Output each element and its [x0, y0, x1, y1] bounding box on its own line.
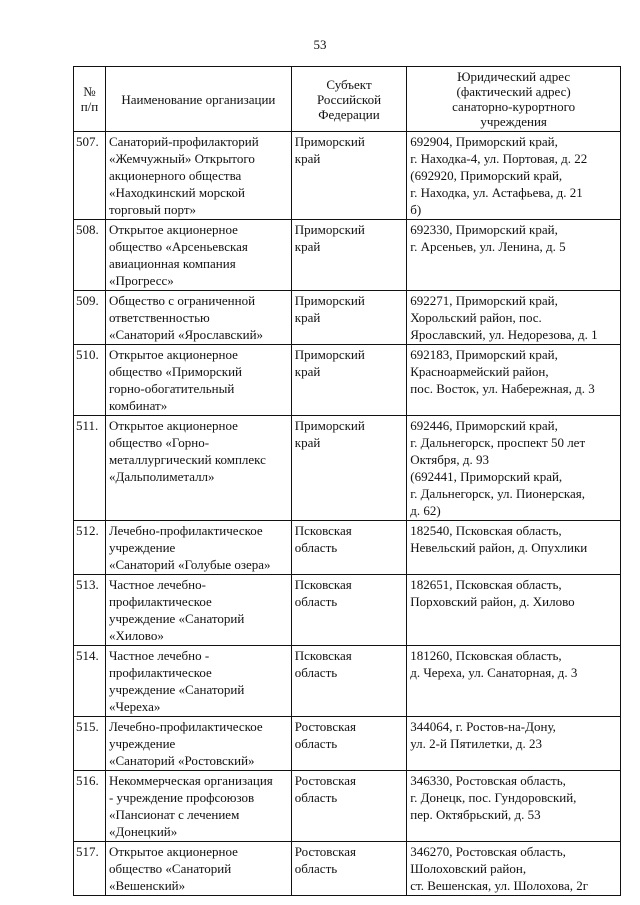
legal-address [407, 717, 621, 771]
legal-address [407, 575, 621, 646]
text-line: Наименование организации [121, 91, 276, 107]
region-name [291, 771, 406, 842]
legal-address [407, 842, 621, 896]
text-line: Приморский [294, 293, 365, 308]
table-row [74, 771, 621, 842]
text-line: область [294, 790, 338, 805]
header-num [74, 67, 106, 132]
text-line: комбинат» [108, 398, 168, 413]
text-line: область [294, 861, 338, 876]
text-line: общество «Арсеньевская [108, 239, 248, 254]
organization-name [105, 717, 291, 771]
text-line: д. Череха, ул. Санаторная, д. 3 [410, 665, 578, 680]
row-number: 512. [74, 521, 106, 575]
text-line: учреждение «Санаторий [108, 611, 245, 626]
table-row [74, 575, 621, 646]
text-line: 692330, Приморский край, [410, 222, 558, 237]
text-line: область [294, 594, 338, 609]
table-row [74, 646, 621, 717]
organization-name [105, 646, 291, 717]
text-line: «Санаторий «Ярославский» [108, 327, 264, 342]
text-line: 692904, Приморский край, [410, 134, 558, 149]
table-row [74, 220, 621, 291]
text-line: (692920, Приморский край, [410, 168, 563, 183]
header-name [105, 67, 291, 132]
row-number: 513. [74, 575, 106, 646]
text-line: г. Находка-4, ул. Портовая, д. 22 [410, 151, 588, 166]
text-line: г. Донецк, пос. Гундоровский, [410, 790, 577, 805]
text-line: пос. Восток, ул. Набережная, д. 3 [410, 381, 595, 396]
organization-name [105, 345, 291, 416]
text-line: Красноармейский район, [410, 364, 549, 379]
text-line: край [294, 239, 321, 254]
legal-address [407, 646, 621, 717]
region-name [291, 345, 406, 416]
text-line: Шолоховский район, [410, 861, 527, 876]
text-line: Санаторий-профилакторий [108, 134, 259, 149]
text-line: Открытое акционерное [108, 347, 238, 362]
text-line: ст. Вешенская, ул. Шолохова, 2г [410, 878, 589, 893]
text-line: 692183, Приморский край, [410, 347, 558, 362]
text-line: Лечебно-профилактическое [108, 719, 263, 734]
text-line: область [294, 736, 338, 751]
row-number: 514. [74, 646, 106, 717]
text-line: край [294, 364, 321, 379]
text-line: «Дальполиметалл» [108, 469, 215, 484]
text-line: Приморский [294, 418, 365, 433]
text-line: горно-обогатительный [108, 381, 235, 396]
region-name [291, 717, 406, 771]
row-number: 509. [74, 291, 106, 345]
table-row [74, 842, 621, 896]
text-line: Ярославский, ул. Недорезова, д. 1 [410, 327, 598, 342]
text-line: Приморский [294, 134, 365, 149]
table-row [74, 717, 621, 771]
text-line: «Донецкий» [108, 824, 178, 839]
page-number: 53 [313, 37, 327, 52]
text-line: учреждение [108, 736, 176, 751]
legal-address [407, 521, 621, 575]
text-line: г. Арсеньев, ул. Ленина, д. 5 [410, 239, 566, 254]
text-line: г. Находка, ул. Астафьева, д. 21 [410, 185, 583, 200]
text-line: учреждение [108, 540, 176, 555]
row-number: 517. [74, 842, 106, 896]
text-line: «Находкинский морской [108, 185, 245, 200]
text-line: «Санаторий «Ростовский» [108, 753, 255, 768]
text-line: акционерного общества [108, 168, 242, 183]
text-line: Юридический адрес [457, 69, 571, 84]
text-line: край [294, 151, 321, 166]
text-line: д. 62) [410, 503, 441, 518]
row-number: 510. [74, 345, 106, 416]
text-line: Открытое акционерное [108, 844, 238, 859]
text-line: (фактический адрес) [456, 84, 571, 99]
text-line: ул. 2-й Пятилетки, д. 23 [410, 736, 543, 751]
text-line: торговый порт» [108, 202, 197, 217]
text-line: Федерации [318, 106, 380, 122]
legal-address [407, 220, 621, 291]
text-line: Приморский [294, 222, 365, 237]
region-name [291, 132, 406, 220]
text-line: Октября, д. 93 [410, 452, 489, 467]
text-line: г. Дальнегорск, проспект 50 лет [410, 435, 586, 450]
legal-address [407, 132, 621, 220]
text-line: Невельский район, д. Опухлики [410, 540, 588, 555]
legal-address [407, 291, 621, 345]
text-line: Ростовская [294, 844, 356, 859]
organization-name [105, 521, 291, 575]
text-line: Псковская [294, 523, 352, 538]
header-address [407, 67, 621, 132]
text-line: «Санаторий «Голубые озера» [108, 557, 271, 572]
text-line: Псковская [294, 648, 352, 663]
text-line: Ростовская [294, 773, 356, 788]
row-number: 511. [74, 416, 106, 521]
text-line: учреждение «Санаторий [108, 682, 245, 697]
text-line: Частное лечебно- [108, 577, 206, 592]
text-line: профилактическое [108, 665, 212, 680]
text-line: профилактическое [108, 594, 212, 609]
text-line: «Вешенский» [108, 878, 186, 893]
text-line: Общество с ограниченной [108, 293, 256, 308]
text-line: Субъект [326, 76, 372, 92]
text-line: № [83, 84, 96, 99]
text-line: Российской [316, 91, 382, 107]
region-name [291, 416, 406, 521]
organization-name [105, 771, 291, 842]
text-line: п/п [80, 99, 99, 114]
text-line: 346270, Ростовская область, [410, 844, 566, 859]
text-line: Приморский [294, 347, 365, 362]
text-line: металлургический комплекс [108, 452, 266, 467]
organization-name [105, 291, 291, 345]
sanatorium-table [73, 66, 621, 896]
text-line: «Череха» [108, 699, 161, 714]
row-number: 516. [74, 771, 106, 842]
text-line: г. Дальнегорск, ул. Пионерская, [410, 486, 585, 501]
legal-address [407, 771, 621, 842]
text-line: «Хилово» [108, 628, 164, 643]
table-row [74, 416, 621, 521]
region-name [291, 291, 406, 345]
text-line: Хорольский район, пос. [410, 310, 542, 325]
text-line: 346330, Ростовская область, [410, 773, 566, 788]
organization-name [105, 220, 291, 291]
legal-address [407, 416, 621, 521]
text-line: 181260, Псковская область, [410, 648, 562, 663]
table-row [74, 521, 621, 575]
text-line: Ростовская [294, 719, 356, 734]
region-name [291, 521, 406, 575]
text-line: край [294, 310, 321, 325]
text-line: область [294, 540, 338, 555]
region-name [291, 575, 406, 646]
text-line: 692446, Приморский край, [410, 418, 558, 433]
text-line: санаторно-курортного [452, 99, 576, 114]
text-line: Некоммерческая организация [108, 773, 273, 788]
text-line: б) [410, 202, 422, 217]
text-line: «Пансионат с лечением [108, 807, 240, 822]
text-line: «Жемчужный» Открытого [108, 151, 255, 166]
table-row [74, 132, 621, 220]
text-line: Открытое акционерное [108, 222, 238, 237]
organization-name [105, 842, 291, 896]
text-line: ответственностью [108, 310, 210, 325]
organization-name [105, 575, 291, 646]
text-line: (692441, Приморский край, [410, 469, 563, 484]
text-line: общество «Санаторий [108, 861, 232, 876]
text-line: край [294, 435, 321, 450]
text-line: общество «Приморский [108, 364, 242, 379]
text-line: - учреждение профсоюзов [108, 790, 255, 805]
table-header-row [74, 67, 621, 132]
text-line: Открытое акционерное [108, 418, 238, 433]
text-line: область [294, 665, 338, 680]
organization-name [105, 416, 291, 521]
text-line: 692271, Приморский край, [410, 293, 558, 308]
text-line: «Прогресс» [108, 273, 174, 288]
text-line: Частное лечебно - [108, 648, 210, 663]
header-region [291, 67, 406, 132]
region-name [291, 646, 406, 717]
text-line: Псковская [294, 577, 352, 592]
text-line: 344064, г. Ростов-на-Дону, [410, 719, 556, 734]
text-line: учреждения [480, 114, 547, 129]
row-number: 507. [74, 132, 106, 220]
region-name [291, 842, 406, 896]
text-line: Порховский район, д. Хилово [410, 594, 575, 609]
text-line: 182651, Псковская область, [410, 577, 562, 592]
text-line: Лечебно-профилактическое [108, 523, 263, 538]
region-name [291, 220, 406, 291]
text-line: общество «Горно- [108, 435, 210, 450]
row-number: 515. [74, 717, 106, 771]
table-row [74, 345, 621, 416]
row-number: 508. [74, 220, 106, 291]
table-body [74, 132, 621, 896]
text-line: авиационная компания [108, 256, 236, 271]
text-line: 182540, Псковская область, [410, 523, 562, 538]
organization-name [105, 132, 291, 220]
text-line: пер. Октябрьский, д. 53 [410, 807, 541, 822]
legal-address [407, 345, 621, 416]
table-row [74, 291, 621, 345]
